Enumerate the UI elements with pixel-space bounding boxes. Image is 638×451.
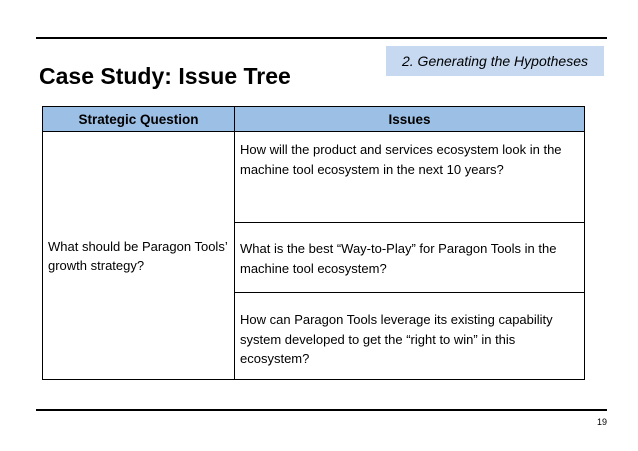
page-number: 19 — [596, 417, 607, 427]
top-divider-line — [36, 37, 607, 39]
bottom-divider-line — [36, 409, 607, 411]
strategic-question-cell — [43, 132, 234, 379]
section-tag: 2. Generating the Hypotheses — [386, 46, 604, 76]
issue-cell: What is the best “Way-to-Play” for Paragon Tools in the machine tool ecosystem? — [235, 223, 584, 293]
issue-cell: How will the product and services ecosystem look in the machine tool ecosystem in the next 10 years? — [235, 132, 584, 223]
strategic-question-text: What should be Paragon Tools’ growth strategy? — [48, 238, 228, 273]
header-strategic-question: Strategic Question — [78, 112, 199, 127]
header-issues: Issues — [388, 112, 431, 127]
slide-title: Case Study: Issue Tree — [39, 63, 291, 89]
table-header-row — [43, 107, 584, 132]
issue-cell: How can Paragon Tools leverage its existing capability system developed to get the “right to win” in this ecosystem? — [240, 312, 553, 366]
issue-tree-table — [42, 106, 585, 380]
